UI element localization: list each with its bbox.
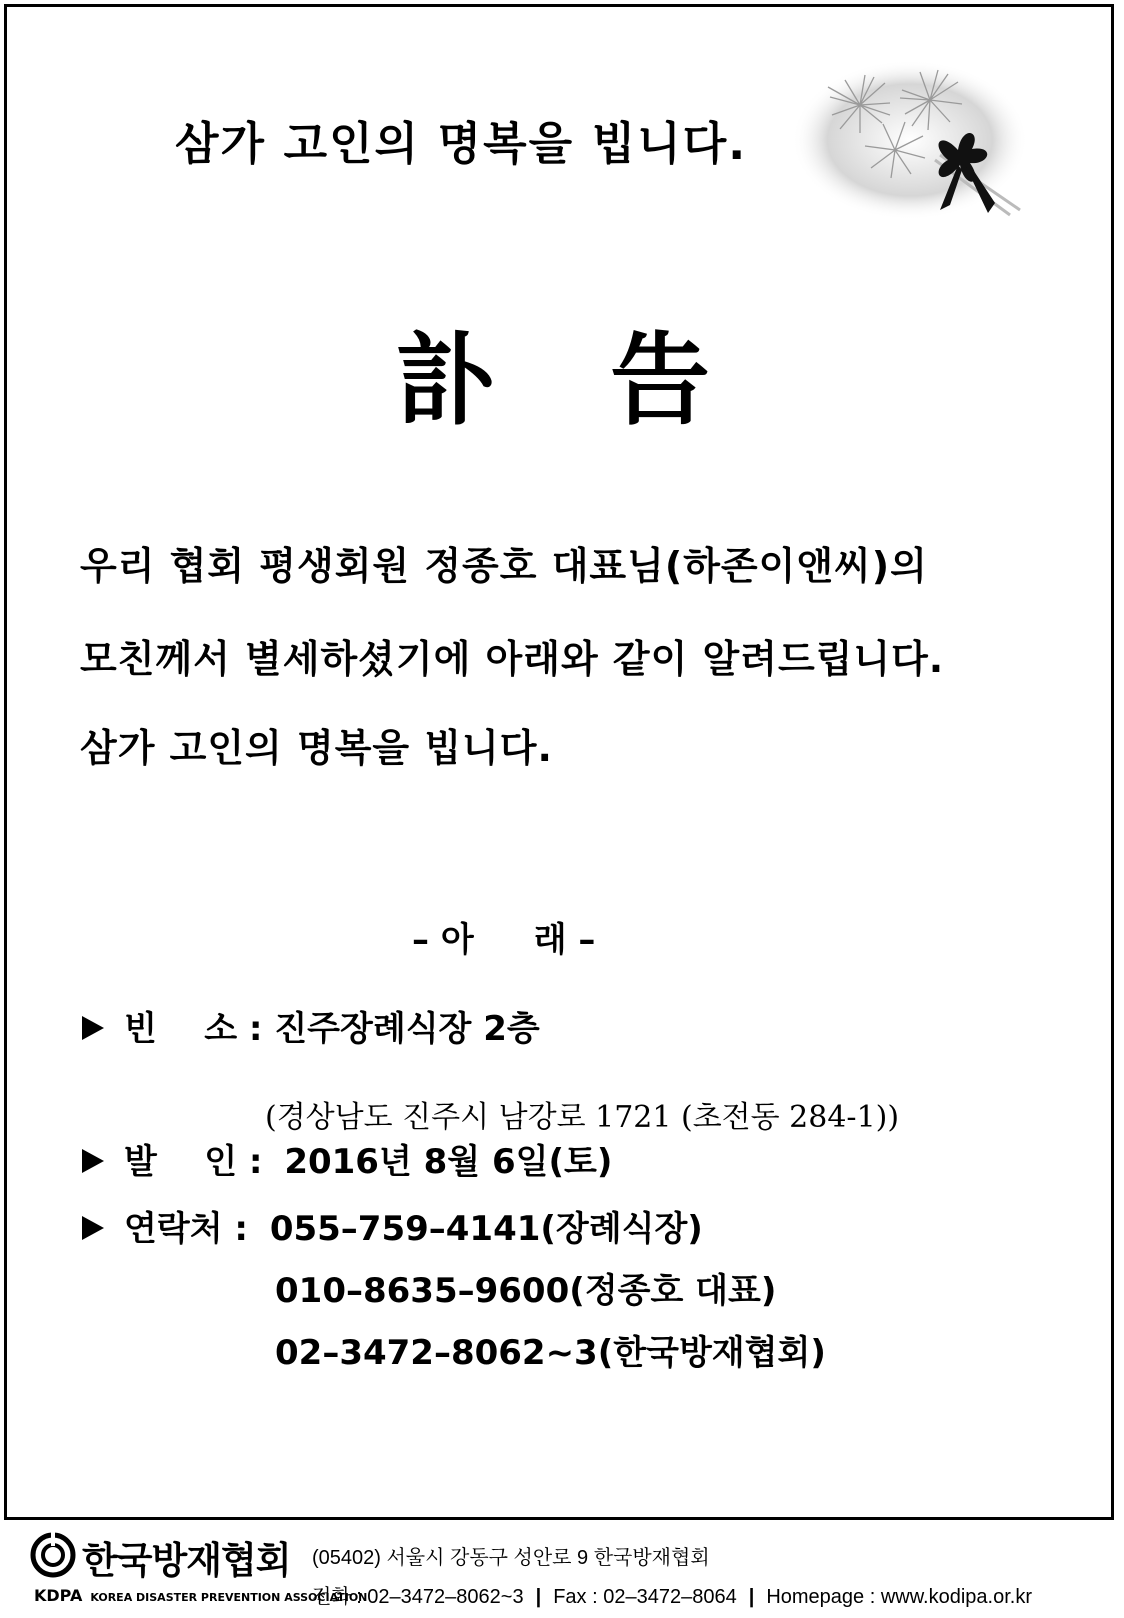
bullet-triangle-icon: [82, 1149, 104, 1173]
balin-row: [82, 1134, 612, 1183]
arae-char-a: 아: [440, 920, 474, 960]
footer-phone: 전화 : 02–3472–8062~3: [312, 1586, 524, 1608]
contact-label: 연락처 :: [124, 1209, 248, 1249]
kdpa-emblem-icon: [30, 1532, 76, 1578]
title-char-bu: 訃: [395, 321, 495, 439]
binso-value: 진주장례식장 2층: [274, 1009, 540, 1049]
footer-separator: |: [748, 1586, 755, 1608]
binso-address: (경상남도 진주시 남강로 1721 (초전동 284-1)): [265, 1100, 900, 1135]
contact-row: [82, 1201, 703, 1250]
arae-dash-left: –: [412, 920, 429, 960]
balin-value: 2016년 8월 6일(토): [284, 1142, 613, 1182]
logo-english-name: KOREA DISASTER PREVENTION ASSOCIATION: [90, 1591, 368, 1604]
contact-value-1: 055–759–4141(장례식장): [269, 1209, 703, 1249]
logo-abbr: KDPA: [34, 1586, 83, 1605]
binso-row: [82, 1001, 540, 1050]
contact-value-2: 010–8635–9600(정종호 대표): [275, 1271, 777, 1311]
footer-address: (05402) 서울시 강동구 성안로 9 한국방재협회: [312, 1547, 710, 1569]
footer-separator: |: [535, 1586, 542, 1608]
arae-heading: [412, 912, 595, 961]
body-line-3: 삼가 고인의 명복을 빕니다.: [80, 726, 553, 770]
kdpa-logo: [30, 1528, 368, 1618]
funeral-flower-ribbon-image: [790, 45, 1030, 225]
notice-title: [395, 300, 710, 444]
top-condolence-text: 삼가 고인의 명복을 빕니다.: [175, 117, 748, 170]
footer-fax: Fax : 02–3472–8064: [553, 1586, 737, 1608]
binso-label: 빈 소 :: [124, 1009, 263, 1049]
bullet-triangle-icon: [82, 1016, 104, 1040]
arae-char-rae: 래: [533, 920, 567, 960]
contact-value-3: 02–3472–8062~3(한국방재협회): [275, 1333, 826, 1373]
title-char-go: 告: [610, 321, 710, 439]
logo-korean-name: 한국방재협회: [82, 1539, 291, 1582]
footer-contact-line: [312, 1580, 1032, 1609]
body-line-1: 우리 협회 평생회원 정종호 대표님(하존이앤씨)의: [80, 544, 928, 588]
body-line-2: 모친께서 별세하셨기에 아래와 같이 알려드립니다.: [80, 637, 945, 681]
arae-dash-right: –: [578, 920, 596, 960]
bullet-triangle-icon: [82, 1216, 104, 1240]
balin-label: 발 인 :: [124, 1142, 263, 1182]
footer-homepage: Homepage : www.kodipa.or.kr: [766, 1586, 1032, 1608]
